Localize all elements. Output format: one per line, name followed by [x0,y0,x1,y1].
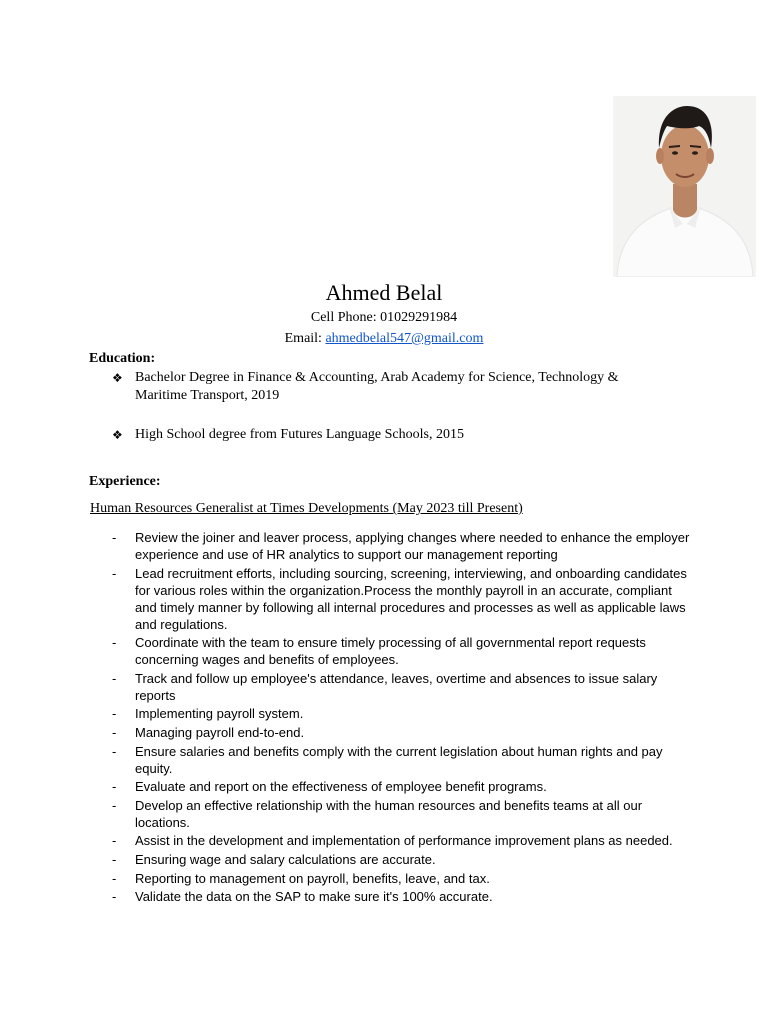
duty-text: Reporting to management on payroll, benefits, leave, and tax. [135,870,490,886]
duty-item [110,565,690,633]
duty-text: Coordinate with the team to ensure timely processing of all governmental report requests concerning wages and benefits of employees. [135,635,646,668]
duty-item [110,870,690,887]
duty-item [110,888,690,905]
duty-text: Track and follow up employee's attendance, leaves, overtime and absences to issue salary reports [135,670,658,703]
phone-number: 01029291984 [380,310,458,325]
duty-text: Implementing payroll system. [135,706,304,722]
duty-item [110,529,690,563]
experience-heading: Experience: [89,474,161,489]
phone-label: Cell Phone: [310,310,377,325]
duty-text: Validate the data on the SAP to make sure it's 100% accurate. [135,889,493,905]
education-item [112,426,672,444]
duty-text: Ensure salaries and benefits comply with the current legislation about human rights and pay equity. [135,743,663,776]
dash-bullet: - [112,530,117,545]
dash-bullet: - [112,706,117,722]
dash-bullet: - [112,889,117,905]
duty-text: Evaluate and report on the effectiveness of employee benefit programs. [135,779,547,795]
cell-phone-line [0,309,768,326]
duties-list [110,529,690,907]
duty-item [110,832,690,849]
duty-text: Assist in the development and implementation of performance improvement plans as needed. [135,833,673,849]
duty-item [110,634,690,668]
dash-bullet: - [112,635,117,651]
duty-text: Review the joiner and leaver process, applying changes where needed to enhance the employer experience and use of HR analytics to support our management reporting [135,530,690,562]
duty-item [110,778,690,795]
duty-text: Develop an effective relationship with the human resources and benefits teams at all our locations. [135,797,643,830]
dash-bullet: - [112,670,117,686]
dash-bullet: - [112,743,117,759]
candidate-name: Ahmed Belal [325,280,443,305]
dash-bullet: - [112,870,117,886]
duty-text: Ensuring wage and salary calculations are accurate. [135,851,436,867]
profile-photo [613,96,756,277]
duty-text: Managing payroll end-to-end. [135,724,305,740]
email-line [0,330,768,347]
dash-bullet: - [112,779,117,795]
email-link[interactable]: ahmedbelal547@gmail.com [325,331,484,346]
diamond-bullet-icon: ❖ [112,371,123,385]
duty-text: Lead recruitment efforts, including sourcing, screening, interviewing, and onboarding candidates for various roles within the organization.Process the monthly payroll in an accurate, compliant and timely manner by following all internal procedures and processes as well as applicable laws and regulations. [135,565,687,632]
dash-bullet: - [112,851,117,867]
education-item [112,369,672,405]
email-label: Email: [284,331,322,346]
duty-item [110,724,690,741]
duty-item [110,705,690,722]
duty-item [110,851,690,868]
education-heading: Education: [89,351,156,366]
dash-bullet: - [112,565,117,581]
dash-bullet: - [112,797,117,813]
duty-item [110,743,690,777]
education-item-text: Bachelor Degree in Finance & Accounting, Arab Academy for Science, Technology & Maritime Transport, 2019 [135,370,619,403]
dash-bullet: - [112,833,117,849]
education-item-text: High School degree from Futures Language Schools, 2015 [135,427,464,442]
job-title: Human Resources Generalist at Times Developments (May 2023 till Present) [90,501,523,516]
diamond-bullet-icon: ❖ [112,428,123,442]
dash-bullet: - [112,724,117,740]
duty-item [110,670,690,704]
duty-item [110,797,690,831]
